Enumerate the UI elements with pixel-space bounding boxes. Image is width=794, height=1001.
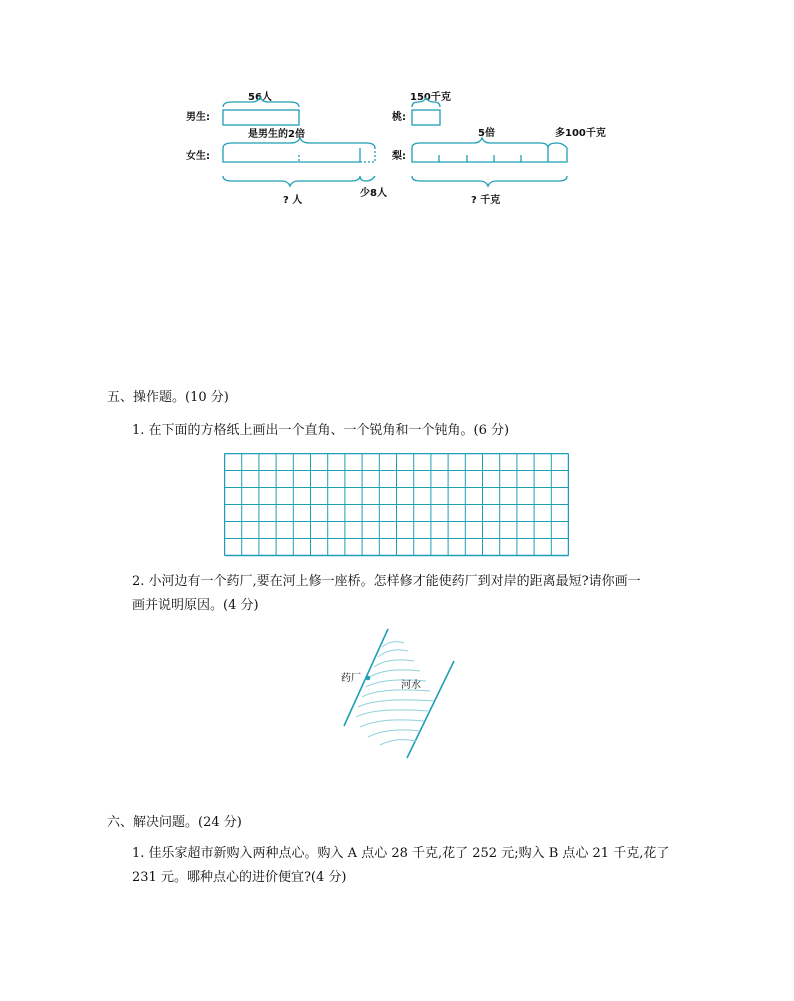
girl-bar-missing: [360, 148, 375, 162]
section5-q2-line2: 画并说明原因。(4 分): [132, 598, 259, 613]
boy-label: 男生:: [186, 112, 210, 123]
peach-weight-label: 150千克: [410, 92, 451, 103]
girl-top-brace: [223, 138, 375, 148]
section6-title: 六、解决问题。(24 分): [107, 815, 242, 830]
section5-title: 五、操作题。(10 分): [107, 390, 229, 405]
girl-bar: [223, 148, 360, 162]
river-label: 河水: [401, 680, 421, 691]
peach-bar: [412, 110, 440, 125]
river-figure: [330, 625, 480, 765]
pear-label: 梨:: [392, 151, 406, 162]
girl-total-brace: [223, 176, 360, 186]
pear-bar: [412, 148, 567, 162]
section6-q1-line2: 231 元。哪种点心的进价便宜?(4 分): [132, 870, 347, 885]
factory-point: [366, 676, 371, 681]
boys-girls-diagram: [0, 0, 400, 220]
more-brace: [548, 143, 567, 148]
pear-top-brace: [412, 138, 548, 148]
girl-label: 女生:: [186, 151, 210, 162]
pear-ticks: [439, 148, 548, 162]
less-label: 少8人: [360, 188, 387, 199]
pear-total-brace: [412, 176, 567, 186]
pear-question-label: ? 千克: [471, 195, 501, 206]
peach-label: 桃:: [392, 112, 406, 123]
river-waves: [356, 642, 434, 745]
relation-label: 是男生的2倍: [248, 129, 305, 140]
boy-count-label: 56人: [248, 92, 272, 103]
grid-paper[interactable]: [224, 453, 569, 557]
less-brace: [360, 176, 375, 181]
section6-q1-line1: 1. 佳乐家超市新购入两种点心。购入 A 点心 28 千克,花了 252 元;购入 B 点心 21 千克,花了: [132, 846, 670, 861]
times-label: 5倍: [478, 128, 495, 139]
more-label: 多100千克: [555, 128, 606, 139]
boy-bar: [223, 110, 299, 125]
section5-q1: 1. 在下面的方格纸上画出一个直角、一个锐角和一个钝角。(6 分): [132, 423, 510, 438]
river-right-bank: [407, 661, 454, 758]
peach-top-brace: [412, 98, 440, 107]
girl-question-label: ? 人: [283, 195, 303, 206]
section5-q2-line1: 2. 小河边有一个药厂,要在河上修一座桥。怎样修才能使药厂到对岸的距离最短?请你画一: [132, 574, 641, 589]
factory-label: 药厂: [341, 673, 361, 684]
